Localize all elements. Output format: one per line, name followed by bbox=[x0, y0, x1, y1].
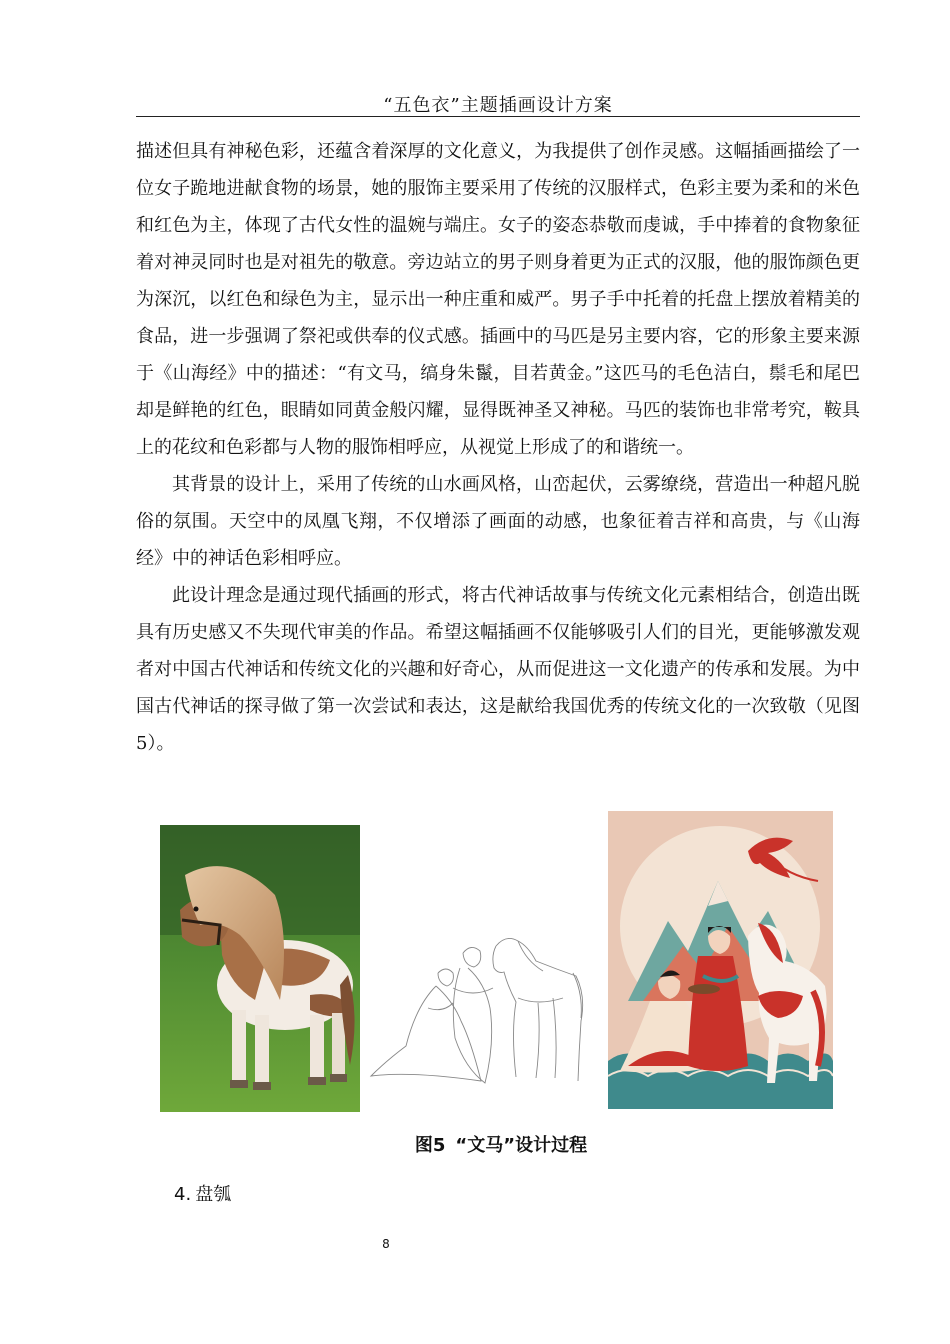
header-divider bbox=[136, 116, 860, 117]
section-title: 盘瓠 bbox=[195, 1184, 232, 1205]
pencil-sketch bbox=[368, 928, 586, 1092]
section-number: 4. bbox=[174, 1184, 192, 1205]
figure-title: “文马”设计过程 bbox=[455, 1135, 588, 1156]
paragraph-3: 此设计理念是通过现代插画的形式，将古代神话故事与传统文化元素相结合，创造出既具有历史感又不失现代审美的作品。希望这幅插画不仅能够吸引人们的目光，更能够激发观者对中国古代神话和传统文化的兴趣和好奇心，从而促进这一文化遗产的传承和发展。为中国古代神话的探寻做了第一次尝试和表达，这是献给我国优秀的传统文化的一次致敬（见图5）。 bbox=[136, 585, 860, 754]
paragraph-1: 描述但具有神秘色彩，还蕴含着深厚的文化意义，为我提供了创作灵感。这幅插画描绘了一位女子跪地进献食物的场景，她的服饰主要采用了传统的汉服样式，色彩主要为柔和的米色和红色为主，体现了古代女性的温婉与端庄。女子的姿态恭敬而虔诚，手中捧着的食物象征着对神灵同时也是对祖先的敬意。旁边站立的男子则身着更为正式的汉服，他的服饰颜色更为深沉，以红色和绿色为主，显示出一种庄重和威严。男子手中托着的托盘上摆放着精美的食品，进一步强调了祭祀或供奉的仪式感。插画中的马匹是另主要内容，它的形象主要来源于《山海经》中的描述：“有文马，缟身朱鬣，目若黄金。”这匹马的毛色洁白，鬃毛和尾巴却是鲜艳的红色，眼睛如同黄金般闪耀，显得既神圣又神秘。马匹的装饰也非常考究，鞍具上的花纹和色彩都与人物的服饰相呼应，从视觉上形成了的和谐统一。 bbox=[136, 141, 860, 458]
body-text bbox=[136, 133, 860, 762]
figure-caption bbox=[0, 1131, 950, 1157]
final-illustration bbox=[608, 811, 833, 1109]
running-header: “五色衣”主题插画设计方案 bbox=[383, 95, 613, 116]
pony-photo bbox=[160, 825, 360, 1112]
page-number: 8 bbox=[382, 1237, 390, 1251]
figure-label: 图5 bbox=[414, 1135, 446, 1156]
section-heading bbox=[174, 1180, 231, 1206]
paragraph-2: 其背景的设计上，采用了传统的山水画风格，山峦起伏，云雾缭绕，营造出一种超凡脱俗的氛围。天空中的凤凰飞翔，不仅增添了画面的动感，也象征着吉祥和高贵，与《山海经》中的神话色彩相呼应。 bbox=[136, 474, 860, 569]
